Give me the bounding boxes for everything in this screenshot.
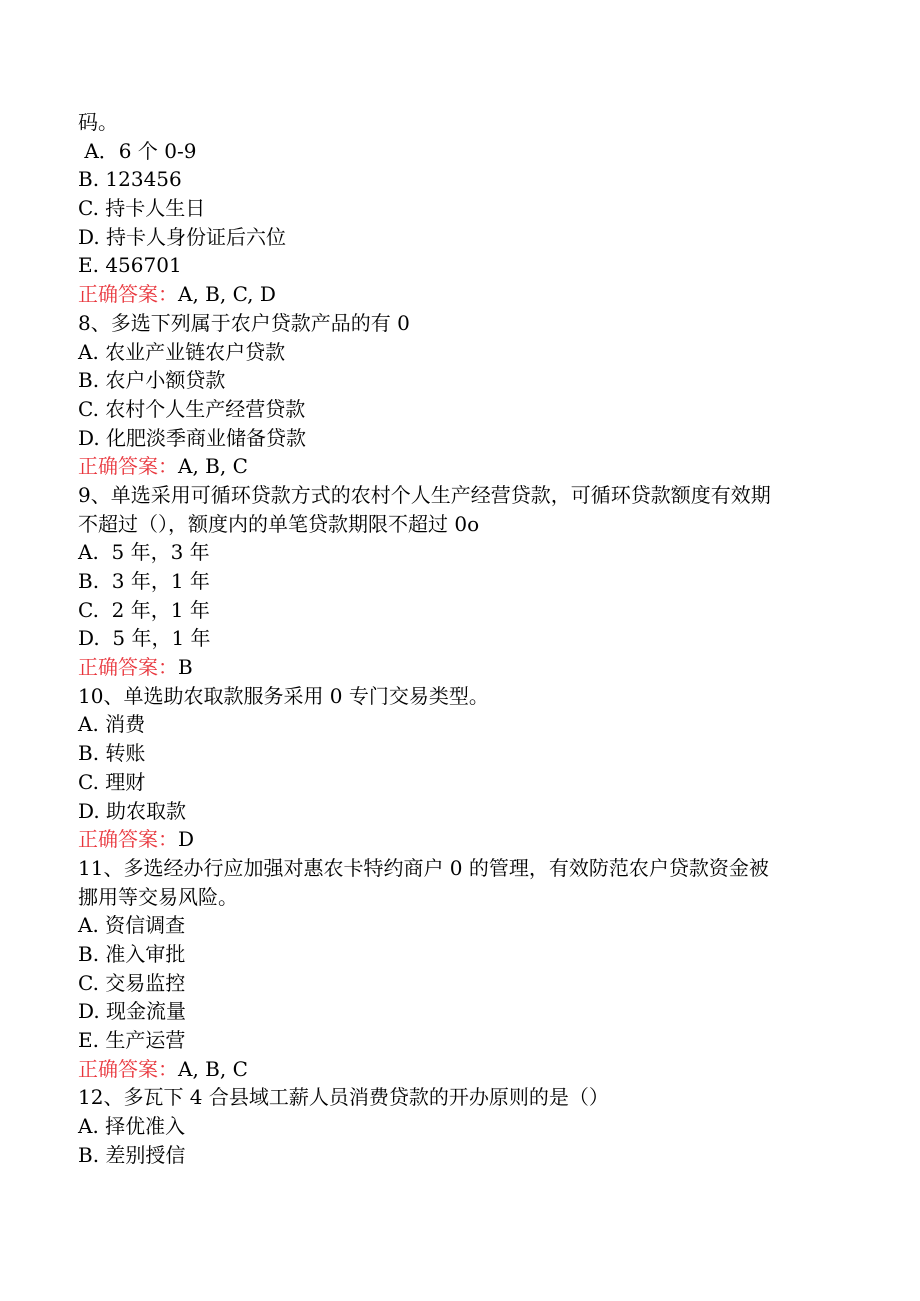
question-line: 11、多选经办行应加强对惠农卡特约商户 0 的管理，有效防范农户贷款资金被 bbox=[78, 855, 769, 880]
option-line: B. 3 年，1 年 bbox=[78, 569, 210, 593]
answer-value: A, B, C, D bbox=[178, 282, 276, 307]
answer-value: A, B, C bbox=[178, 454, 248, 479]
answer-value: B bbox=[178, 655, 193, 680]
answer-label: 正确答案： bbox=[78, 282, 178, 307]
option-line: D. 现金流量 bbox=[78, 999, 187, 1024]
option-line: B. 准入审批 bbox=[78, 941, 186, 966]
option-line: C. 理财 bbox=[78, 769, 146, 794]
question-text-line: 挪用等交易风险。 bbox=[78, 884, 238, 909]
option-line: E. 456701 bbox=[78, 253, 182, 278]
question-line: 8、多选下列属于农户贷款产品的有 0 bbox=[78, 310, 410, 335]
option-line: B. 123456 bbox=[78, 167, 182, 192]
option-line: C. 农村个人生产经营贷款 bbox=[78, 396, 306, 421]
option-line: D. 持卡人身份证后六位 bbox=[78, 224, 287, 249]
question-line: 10、单选助农取款服务采用 0 专门交易类型。 bbox=[78, 683, 489, 708]
option-line: C. 2 年，1 年 bbox=[78, 597, 210, 622]
answer-label: 正确答案： bbox=[78, 454, 178, 479]
option-line: D. 化肥淡季商业储备贷款 bbox=[78, 425, 307, 450]
option-line: A. 消费 bbox=[78, 712, 146, 737]
option-line: D. 5 年，1 年 bbox=[78, 626, 211, 651]
answer-line bbox=[78, 452, 848, 481]
question-text-line: 不超过（），额度内的单笔贷款期限不超过 0o bbox=[78, 511, 480, 536]
answer-line bbox=[78, 653, 848, 682]
option-line: A. 5 年，3 年 bbox=[78, 540, 210, 565]
question-text-line: 码。 bbox=[78, 110, 118, 134]
option-line: A. 择优准入 bbox=[78, 1114, 186, 1139]
option-line: B. 转账 bbox=[78, 741, 146, 766]
answer-label: 正确答案： bbox=[78, 655, 178, 680]
answer-label: 正确答案： bbox=[78, 827, 178, 852]
answer-value: A, B, C bbox=[178, 1056, 248, 1081]
answer-value: D bbox=[178, 827, 195, 852]
option-line: B. 农户小额贷款 bbox=[78, 368, 226, 393]
option-line: D. 助农取款 bbox=[78, 798, 187, 823]
option-line: C. 交易监控 bbox=[78, 970, 186, 995]
question-line: 9、单选采用可循环贷款方式的农村个人生产经营贷款，可循环贷款额度有效期 bbox=[78, 482, 771, 507]
option-line: A. 农业产业链农户贷款 bbox=[78, 339, 286, 364]
option-line: A．6 个 0-9 bbox=[78, 138, 197, 163]
answer-line bbox=[78, 1055, 848, 1084]
answer-line bbox=[78, 280, 848, 309]
option-line: B. 差别授信 bbox=[78, 1142, 186, 1167]
option-line: A. 资信调查 bbox=[78, 913, 186, 938]
option-line: C. 持卡人生日 bbox=[78, 196, 206, 221]
document-page bbox=[78, 108, 848, 1169]
option-line: E. 生产运营 bbox=[78, 1028, 186, 1052]
answer-line bbox=[78, 825, 848, 854]
answer-label: 正确答案： bbox=[78, 1056, 178, 1081]
question-line: 12、多瓦下 4 合县域工薪人员消费贷款的开办原则的是（） bbox=[78, 1085, 609, 1110]
